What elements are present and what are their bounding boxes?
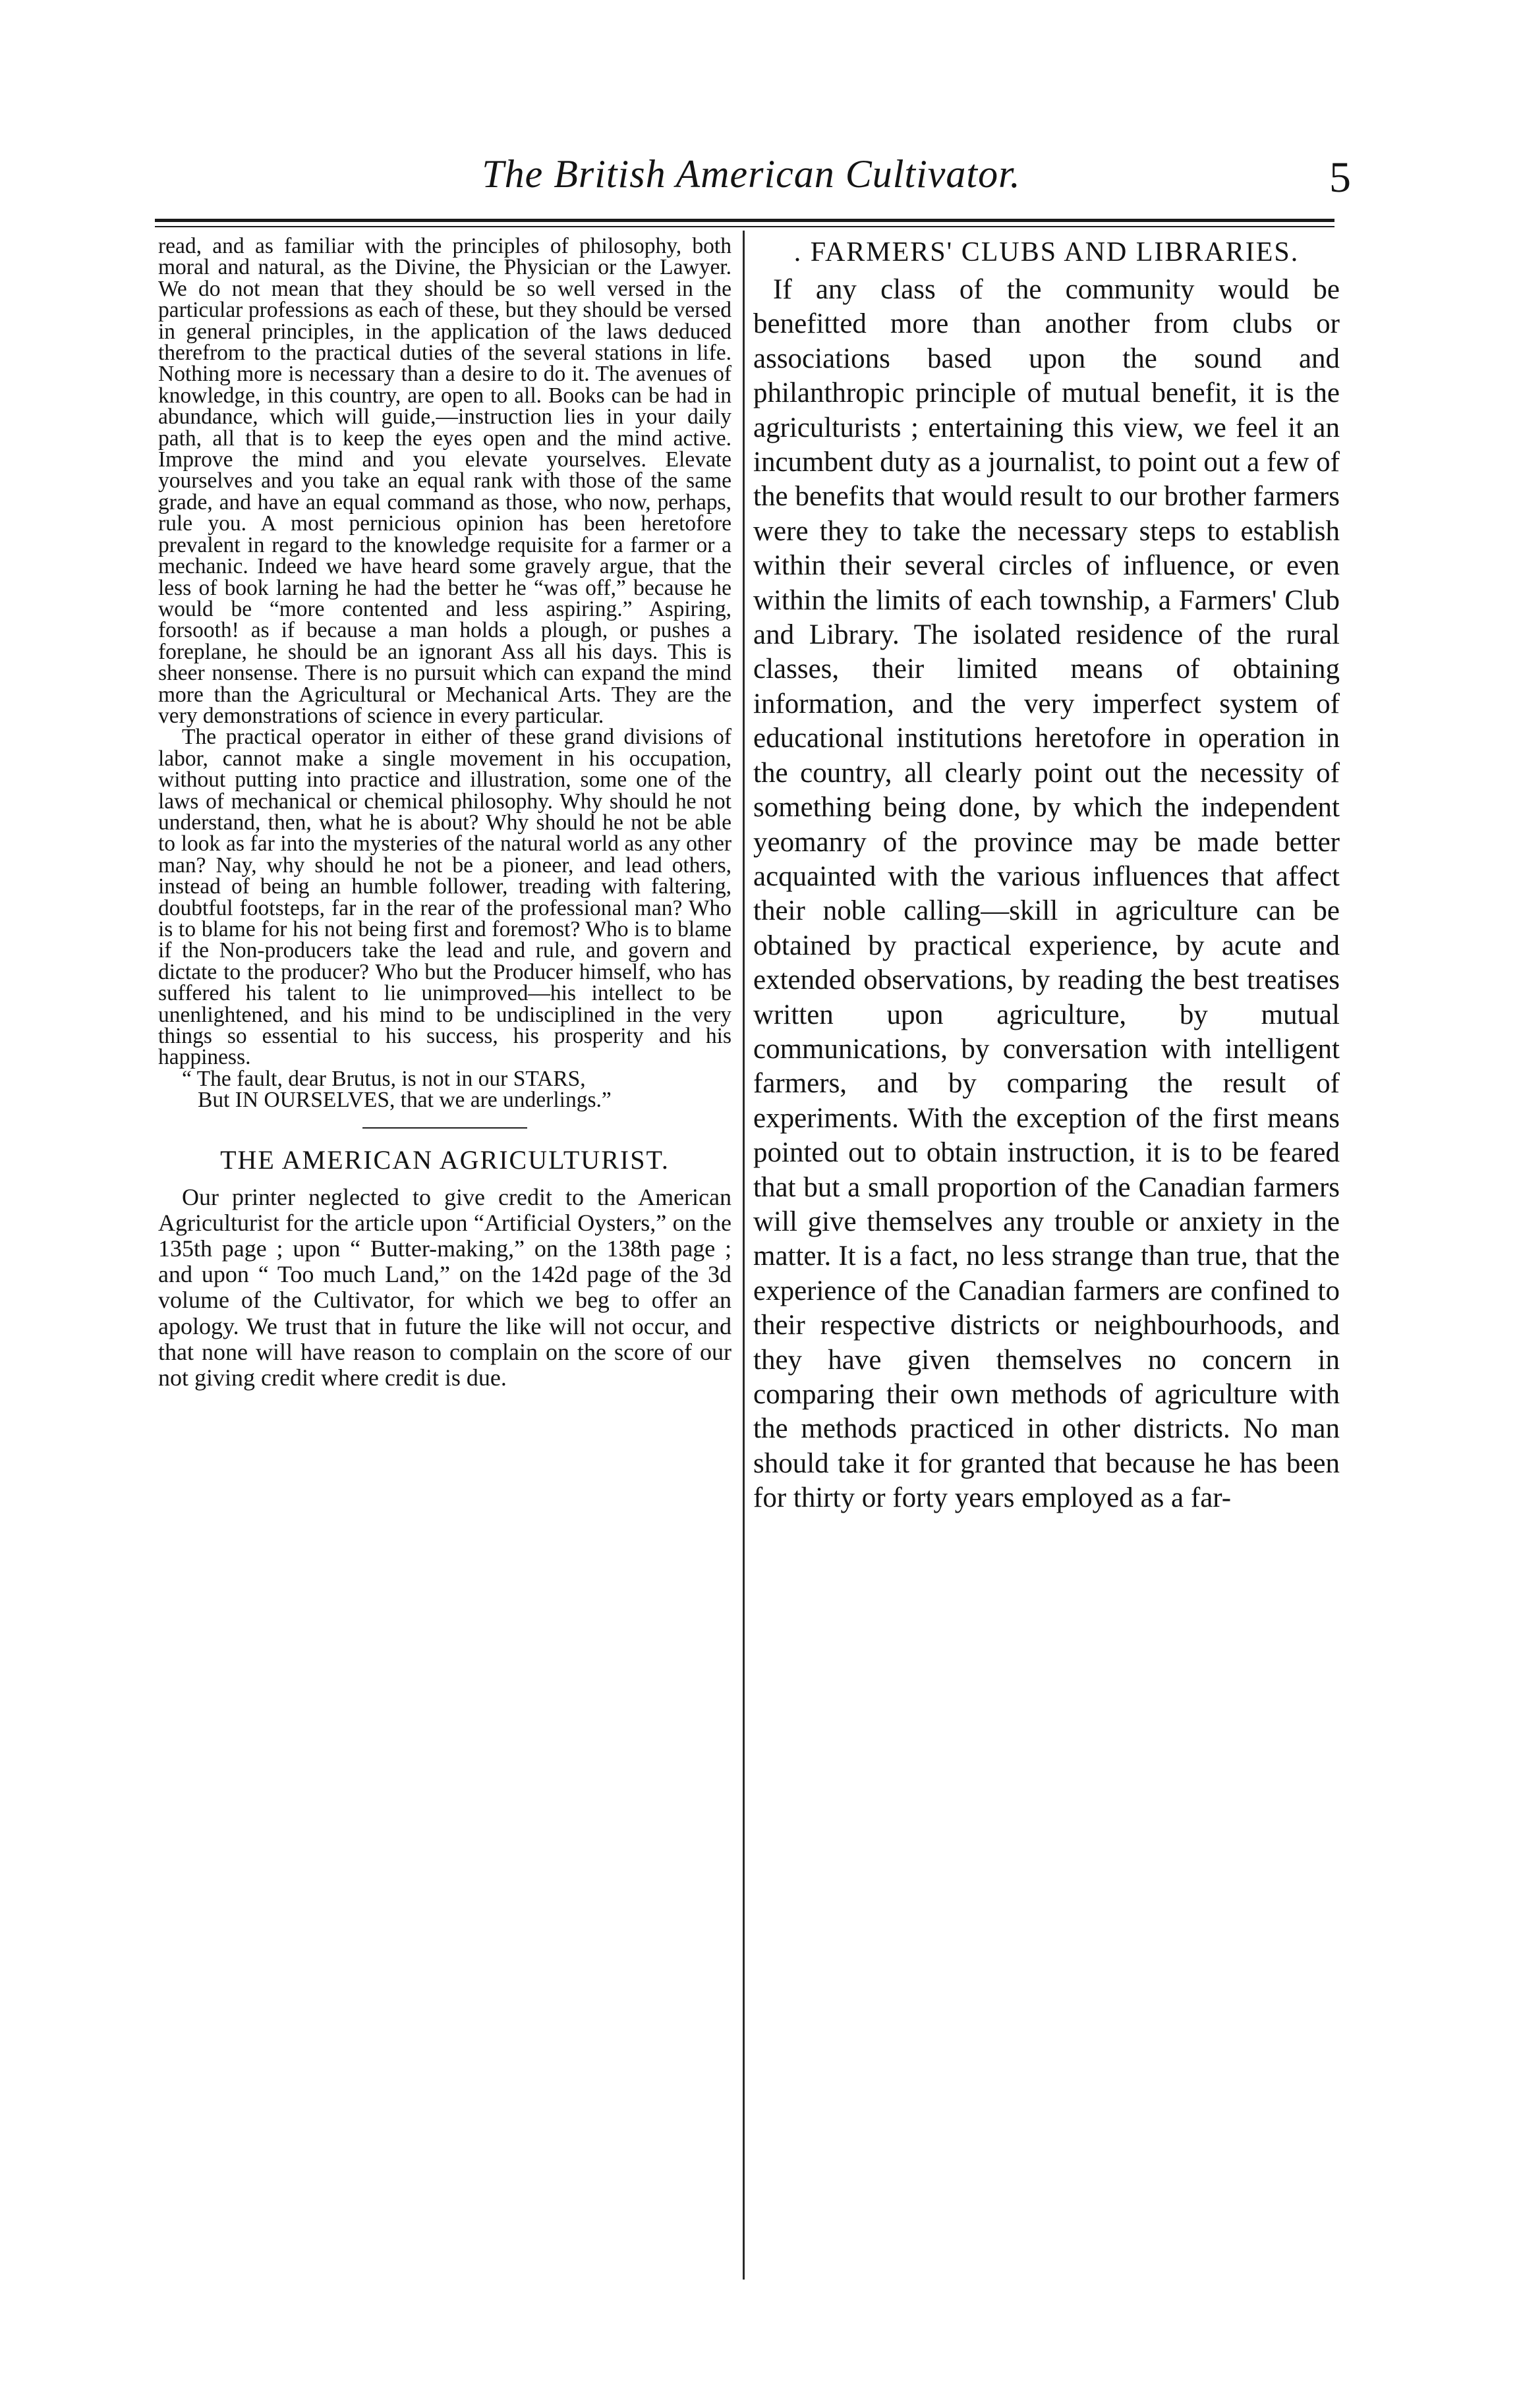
american-agriculturist-body: Our printer neglected to give credit to the American Agriculturist for the article upon “Artificial Oysters,” on the 135th page ; upon “ Butter-making,” on the 138th page ; and upon “ Too much Land,” on the 142d page of the 3d volume of the Cultivator, for which we beg to offer an apology. We trust that in future the like will not occur, and that none will have reason to complain on the score of our not giving credit where credit is due.: [158, 1183, 731, 1391]
left-column: [158, 236, 731, 1391]
second-paragraph: The practical operator in either of these grand divisions of labor, cannot make a single movement in his occupation, without putting into practice and illustration, some one of the laws of mechanical or chemical philosophy. Why should he not understand, then, what he is about? Why should he not be able to look as far into the mysteries of the natural world as any other man? Nay, why should he not be a pioneer, and lead others, instead of being an humble follower, treading with faltering, doubtful footsteps, far in the rear of the professional man? Who is to blame for his not being first and foremost? Who is to blame if the Non-producers take the lead and rule, and govern and dictate to the producer? Who but the Producer himself, who has suffered his talent to lie unimproved—his intellect to be unenlightened, and his mind to be undisciplined in the very things so essential to his success, his prosperity and his happiness.: [158, 725, 731, 1070]
farmers-clubs-body: If any class of the community would be benefitted more than another from clubs or associations based upon the sound and philanthropic principle of mutual benefit, it is the agriculturists ; entertaining this view, we feel it an incumbent duty as a journalist, to point out a few of the benefits that would result to our brother farmers were they to take the necessary steps to establish within their several circles of influence, or even within the limits of each township, a Farmers' Club and Library. The isolated residence of the rural classes, their limited means of obtaining information, and the very imperfect system of educational institutions heretofore in operation in the country, all clearly point out the necessity of something being done, by which the independent yeomanry of the province may be made better acquainted with the various influences that affect their noble calling—skill in agriculture can be obtained by practical experience, by acute and extended observations, by reading the best treatises written upon agriculture, by mutual communications, by conversation with intelligent farmers, and by comparing the result of experiments. With the exception of the first means pointed out to obtain instruction, it is to be feared that but a small proportion of the Canadian farmers will give themselves any trouble or anxiety in the matter. It is a fact, no less strange than true, that the experience of the Canadian farmers are confined to their respective districts or neighbourhoods, and they have given themselves no concern in comparing their own methods of agriculture with the methods practiced in other districts. No man should take it for granted that because he has been for thirty or forty years employed as a far-: [753, 274, 1340, 1514]
running-title: The British American Cultivator.: [482, 152, 1021, 196]
header-rule-thin: [155, 226, 1334, 227]
page-number: 5: [1329, 154, 1351, 202]
column-divider: [743, 231, 745, 2280]
right-column: [753, 236, 1340, 1516]
section-heading-farmers-clubs: . FARMERS' CLUBS AND LIBRARIES.: [793, 237, 1300, 267]
section-heading-american-agriculturist: THE AMERICAN AGRICULTURIST.: [220, 1144, 670, 1175]
quote-line-2: But IN OURSELVES, that we are underlings.”: [198, 1088, 612, 1113]
page-header: [152, 145, 1351, 217]
intro-paragraph: read, and as familiar with the principles of philosophy, both moral and natural, as the Divine, the Physician or the Lawyer. We do not mean that they should be so well versed in the particular professions as each of these, but they should be versed in general principles, in the application of the laws deduced therefrom to the practical duties of the several stations in life. Nothing more is necessary than a desire to do it. The avenues of knowledge, in this country, are open to all. Books can be had in abundance, which will guide,—instruction lies in your daily path, all that is to keep the eyes open and the mind active. Improve the mind and you elevate yourselves. Elevate yourselves and you take an equal rank with those of the same grade, and have an equal command as those, who now, perhaps, rule you. A most pernicious opinion has been heretofore prevalent in regard to the knowledge requisite for a farmer or a mechanic. Indeed we have heard some gravely argue, that the less of book larning he had the better he “was off,” because he would be “more contented and less aspiring.” Aspiring, forsooth! as if because a man holds a plough, or pushes a foreplane, he should be an ignorant Ass all his days. This is sheer nonsense. There is no pursuit which can expand the mind more than the Agricultural or Mechanical Arts. They are the very demonstrations of science in every particular.: [158, 234, 731, 728]
quote-line-1: “ The fault, dear Brutus, is not in our STARS,: [182, 1066, 586, 1091]
article-continuation: [158, 236, 731, 1069]
section-separator-rule: [362, 1127, 527, 1129]
closing-quote: [158, 1066, 731, 1113]
header-rule-thick: [155, 219, 1334, 222]
